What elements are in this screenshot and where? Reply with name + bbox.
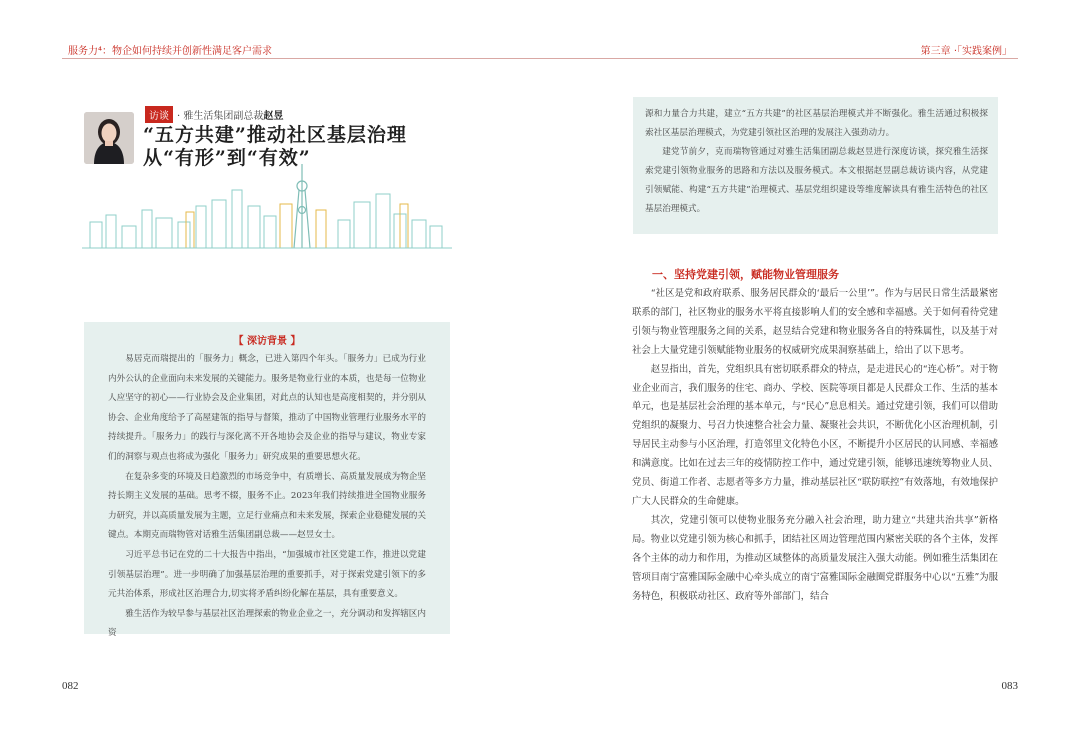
interview-tag <box>145 106 283 123</box>
intro-box <box>633 97 998 234</box>
page-number-left: 082 <box>62 680 79 692</box>
background-box <box>84 322 450 639</box>
tag-text: · 雅生活集团副总裁 <box>177 111 264 122</box>
city-skyline-illustration <box>82 160 452 252</box>
running-head-left: 服务力⁴：物企如何持续并创新性满足客户需求 <box>68 46 273 57</box>
tag-badge: 访谈 <box>145 106 173 123</box>
headline-line-2: 从“有形”到“有效” <box>143 147 311 169</box>
background-box-title: 【 深访背景 】 <box>233 336 301 347</box>
intro-paragraph: 建党节前夕，克而瑞物管通过对雅生活集团副总裁赵昱进行深度访谈，探究雅生活探索党建引领物业服务的思路和方法以及服务模式。本文根据赵昱副总裁访谈内容，从党建引领赋能、构建“五方共建”治理模式、基层党组织建设等维度解读具有雅生活特色的社区基层治理模式。 <box>645 147 988 214</box>
background-paragraph: 习近平总书记在党的二十大报告中指出，“加强城市社区党建工作，推进以党建引领基层治理”。进一步明确了加强基层治理的重要抓手，对于探索党建引领下的多元共治体系，形成社区治理合力,切实将矛盾纠纷化解在基层，具有重要意义。 <box>108 549 426 600</box>
background-paragraph: 雅生活作为较早参与基层社区治理探索的物业企业之一，充分调动和发挥辖区内资 <box>108 608 426 639</box>
running-head-right: 第三章 ·「实践案例」 <box>920 46 1012 57</box>
background-paragraph: 在复杂多变的环境及日趋激烈的市场竞争中，有质增长、高质量发展成为物企坚持长期主义发展的基础。思考不辍，服务不止。2023年我们持续推进全国物业服务力研究，并以高质量发展为主题，立足行业痛点和未来发展，探索企业稳健发展的关键点。本期克而瑞物管对话雅生活集团副总裁——赵昱女士。 <box>108 471 426 541</box>
page-number-right: 083 <box>1001 680 1018 692</box>
body-text <box>632 285 998 606</box>
body-paragraph: 赵昱指出，首先，党组织具有密切联系群众的特点，是走进民心的“连心桥”。对于物业企业而言，我们服务的住宅、商办、学校、医院等项目都是人民群众工作、生活的基本单元，也是基层社会治理的基本单元，与“民心”息息相关。通过党建引领，我们可以借助党组织的凝聚力、号召力快速整合社会力量、凝聚社会共识，不断优化小区治理机制，引导居民主动参与小区治理，打造邻里文化特色小区，不断提升小区居民的认同感、幸福感和满意度。比如在过去三年的疫情防控工作中，通过党建引领，能够迅速统筹物业人员、党员、街道工作者、志愿者等多方力量，推动基层社区“联防联控”有效落地，有效地保护广大人民群众的生命健康。 <box>632 363 998 507</box>
body-paragraph: 其次，党建引领可以使物业服务充分融入社会治理，助力建立“共建共治共享”新格局。物业以党建引领为核心和抓手，团结社区周边管理范围内紧密关联的各个主体，发挥各个主体的动力和作用，为推动区域整体的高质量发展注入强大动能。例如雅生活集团在管项目南宁富雅国际金融中心牵头成立的南宁富雅国际金融圈党群服务中心以“五雅”为服务特色，积极联动社区、政府等外部部门，结合 <box>632 514 998 602</box>
interviewee-portrait <box>84 112 134 164</box>
intro-paragraph: 源和力量合力共建，建立“五方共建”的社区基层治理模式并不断强化。雅生活通过积极探索社区基层治理模式，为党建引领社区治理的发展注入强劲动力。 <box>645 109 988 138</box>
header-rule <box>62 58 1018 59</box>
headline-line-1: “五方共建”推动社区基层治理 <box>143 124 407 146</box>
section-title: 一、坚持党建引领，赋能物业管理服务 <box>652 268 839 281</box>
body-paragraph: “社区是党和政府联系、服务居民群众的‘最后一公里’”。作为与居民日常生活最紧密联系的部门，社区物业的服务水平将直接影响人们的安全感和幸福感。关于如何看待党建引领与物业管理服务之间的关系，赵昱结合党建和物业服务各自的特殊属性，以及基于对社会上大量党建引领赋能物业服务的权威研究成果洞察基础上，给出了以下思考。 <box>632 288 998 356</box>
tag-name: 赵昱 <box>263 111 284 122</box>
background-paragraph: 易居克而瑞提出的「服务力」概念，已进入第四个年头。「服务力」已成为行业内外公认的企业面向未来发展的关键能力。服务是物业行业的本质，也是每一位物业人应坚守的初心——行业协会及企业集团，对此点的认知也是高度相契的，并分别从协会、企业角度给予了高屋建瓴的指导与督策，推动了中国物业管理行业服务水平的持续提升。「服务力」的践行与深化离不开各地协会及企业的指导与建议，物业专家们的洞察与观点也将成为强化「服务力」研究成果的重要思想火花。 <box>108 354 426 462</box>
